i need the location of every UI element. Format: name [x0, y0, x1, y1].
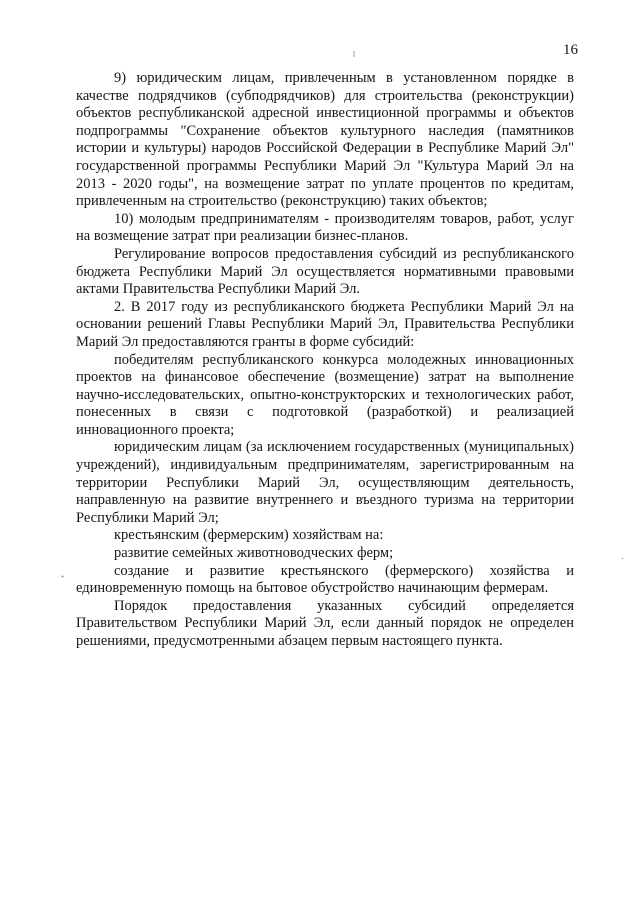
paragraph-farms-intro: крестьянским (фермерским) хозяйствам на:: [114, 527, 384, 544]
paragraph-item-10: 10) молодым предпринимателям - производителям товаров, работ, услуг на возмещение затрат при реализации бизнес-планов.: [76, 210, 574, 245]
paragraph-item-9: 9) юридическим лицам, привлеченным в установленном порядке в качестве подрядчиков (субподрядчиков) для строительства (реконструкции) объектов республиканской адресной инвестиционной программы и объектов подпрограммы "Сохранение объектов культурного наследия (памятников истории и культуры) народов Российской Федерации в Республике Марий Эл" государственной программы Республики Марий Эл "Культура Марий Эл на 2013 - 2020 годы", на возмещение затрат по уплате процентов по кредитам, привлеченным на строительство (реконструкцию) таких объектов;: [76, 70, 574, 210]
paragraph-tourism-grants: юридическим лицам (за исключением государственных (муниципальных) учреждений), индивидуальным предпринимателям, зарегистрированным на территории Республики Марий Эл, осуществляющим деятельность, направленную на развитие внутреннего и въездного туризма на территории Республики Марий Эл;: [76, 439, 574, 526]
paragraph-regulation: Регулирование вопросов предоставления субсидий из республиканского бюджета Республики Марий Эл осуществляется нормативными правовыми актами Правительства Республики Марий Эл.: [76, 245, 574, 298]
paragraph-new-farmers: создание и развитие крестьянского (фермерского) хозяйства и единовременную помощь на бытовое обустройство начинающим фермерам.: [76, 562, 574, 597]
paragraph-section-2: 2. В 2017 году из республиканского бюджета Республики Марий Эл на основании решений Главы Республики Марий Эл, Правительства Республики Марий Эл предоставляются гранты в форме субсидий:: [76, 298, 574, 350]
paragraph-family-farms: развитие семейных животноводческих ферм;: [114, 545, 394, 562]
scan-speck-top: [352, 51, 356, 57]
paragraph-procedure: Порядок предоставления указанных субсидий определяется Правительством Республики Марий Эл, если данный порядок не определен решениями, предусмотренными абзацем первым настоящего пункта.: [76, 597, 574, 649]
scan-speck-margin-left: [60, 574, 65, 579]
page-number: 16: [563, 42, 578, 58]
paragraph-innovation-grants: победителям республиканского конкурса молодежных инновационных проектов на финансовое обеспечение (возмещение) затрат на выполнение научно-исследовательских, опытно-конструкторских и технологических работ, понесенных в связи с подготовкой (разработкой) и реализацией инновационного проекта;: [76, 351, 574, 438]
scan-speck-margin-right: [620, 556, 625, 561]
document-body: [76, 70, 574, 651]
